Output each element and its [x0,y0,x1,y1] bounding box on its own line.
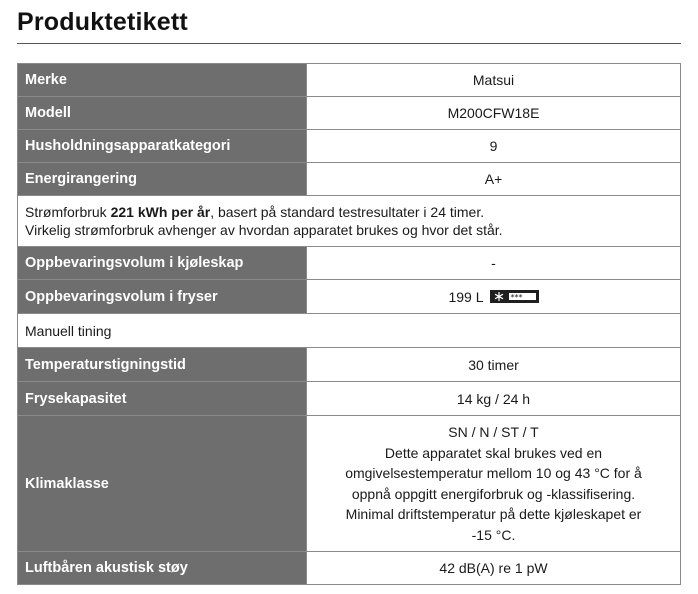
freeze-capacity-value: 14 kg / 24 h [307,382,681,416]
table-row-freezer-volume [18,280,681,314]
freezer-volume-value: 199 L [448,288,484,305]
table-row-temp-rise [18,348,681,382]
climate-class-line: omgivelsestemperatur mellom 10 og 43 °C for å [345,465,642,481]
page-title: Produktetikett [17,8,188,36]
climate-class-value [307,416,681,552]
climate-class-line: Minimal driftstemperatur på dette kjøleskapet er [345,506,642,522]
category-label: Husholdningsapparatkategori [18,130,307,163]
table-row-defrost [18,314,681,348]
energy-rating-label: Energirangering [18,163,307,196]
svg-text:***: *** [510,293,523,303]
consumption-note-suffix: , basert på standard testresultater i 24 timer. [210,204,485,220]
fridge-volume-label: Oppbevaringsvolum i kjøleskap [18,247,307,280]
table-row-brand [18,64,681,97]
consumption-note [18,196,681,247]
product-label-table [17,63,681,585]
climate-class-line: oppnå oppgitt energiforbruk og -klassifisering. [351,485,636,502]
model-value: M200CFW18E [307,97,681,130]
energy-rating-value: A+ [307,163,681,196]
table-row-noise [18,552,681,585]
title-divider [17,43,681,44]
brand-value: Matsui [307,64,681,97]
temp-rise-value: 30 timer [307,348,681,382]
table-row-consumption-note [18,196,681,247]
table-row-freeze-capacity [18,382,681,416]
climate-class-line: -15 °C. [471,526,516,543]
brand-label: Merke [18,64,307,97]
climate-class-line: Dette apparatet skal brukes ved en [384,444,603,461]
consumption-note-line-2: Virkelig strømforbruk avhenger av hvordan apparatet brukes og hvor det står. [25,222,503,238]
climate-class-line: SN / N / ST / T [448,424,539,440]
defrost-text: Manuell tining [18,314,681,348]
consumption-amount: 221 kWh per år [110,204,211,220]
table-row-climate-class [18,416,681,552]
consumption-note-prefix: Strømforbruk [25,204,111,220]
table-row-energy-rating [18,163,681,196]
model-label: Modell [18,97,307,130]
freezer-volume-cell [307,280,681,314]
table-row-fridge-volume [18,247,681,280]
fridge-volume-value: - [307,247,681,280]
table-row-model [18,97,681,130]
four-star-freezer-icon [490,290,539,303]
freeze-capacity-label: Frysekapasitet [18,382,307,416]
category-value: 9 [307,130,681,163]
climate-class-label: Klimaklasse [18,416,307,552]
table-row-category [18,130,681,163]
noise-label: Luftbåren akustisk støy [18,552,307,585]
noise-value: 42 dB(A) re 1 pW [307,552,681,585]
temp-rise-label: Temperaturstigningstid [18,348,307,382]
freezer-volume-label: Oppbevaringsvolum i fryser [18,280,307,314]
consumption-note-line-1 [25,203,673,221]
